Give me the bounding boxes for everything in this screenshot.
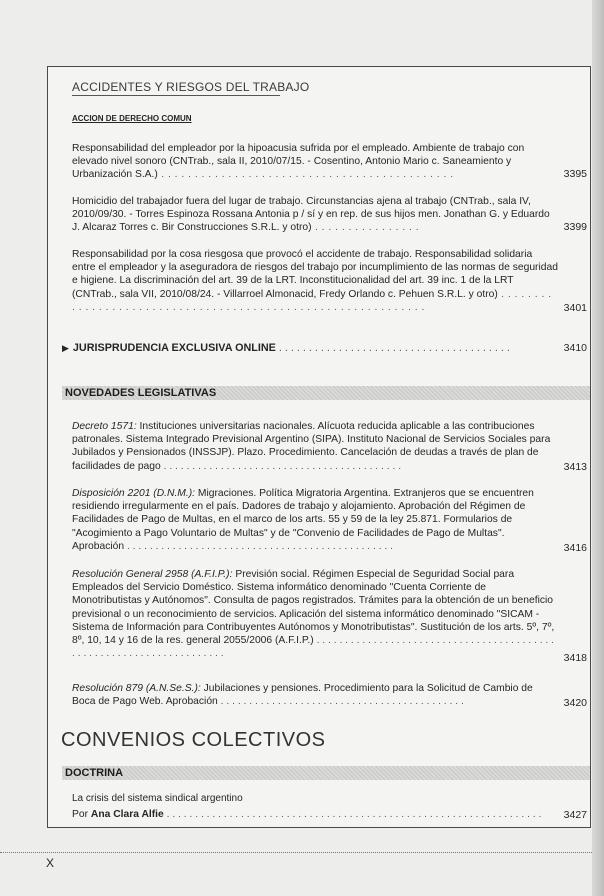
toc-entry[interactable] [72, 195, 558, 235]
leader-dots: . . . . . . . . . . . . . . . . . . . . . . . . . . . . . . . . . . . . . . . [275, 342, 510, 354]
author-prefix: Por [72, 809, 91, 820]
entry-text: Instituciones universitarias nacionales. Alícuota reducida aplicable a las contribuciones patronales. Sistema Integrado Previsional Argentino (SIPA). Instituto Nacional de Servicios Sociales para Jubilados y Pensionados (INSSJP). Plazo. Procedimiento. Cancelación de deudas a través de plan de facilidades de pago [72, 421, 551, 472]
entry-page: 3401 [563, 302, 587, 314]
entry-text: Previsión social. Régimen Especial de Seguridad Social para Empleados del Servicio Doméstico. Sistema informático denominado "Cuenta Corriente de Monotributistas y Autónomos". Consulta de pagos registrados. Trámites para la obtención de un beneficio previsional o un reconocimiento de servicios. Aplicación del sistema informático denominado "SICAM - Sistema de Información para Contribuyentes Autónomos y Monotributistas". Sustitución de los arts. 5º, 7º, 8º, 10, 14 y 16 de la res. general 2055/2006 (A.F.I.P.) [72, 569, 555, 647]
toc-entry[interactable] [72, 248, 558, 314]
toc-entry[interactable] [72, 682, 558, 708]
entry-page: 3399 [563, 221, 587, 233]
toc-entry[interactable] [72, 808, 558, 822]
online-page: 3410 [563, 342, 587, 354]
entry-page: 3418 [563, 652, 587, 664]
entry-page: 3427 [563, 809, 587, 821]
online-label: JURISPRUDENCIA EXCLUSIVA ONLINE [72, 342, 276, 354]
entry-page: 3420 [563, 697, 587, 709]
leader-dots: . . . . . . . . . . . . . . . . . . . . . . . . . . . . . . . . . . . . . . . . . . . . [157, 169, 454, 181]
toc-entry[interactable] [72, 142, 558, 182]
toc-entry[interactable] [72, 487, 558, 553]
entry-lead: Disposición 2201 (D.N.M.): [72, 488, 196, 499]
entry-page: 3413 [563, 461, 587, 473]
entry-lead: Resolución 879 (A.N.Se.S.): [72, 683, 201, 694]
subsection-heading: ACCION DE DERECHO COMUN [72, 114, 192, 123]
leader-dots: . . . . . . . . . . . . . . . . . . . . . . . . . . . . . . . . . . . . . . . . . . . . . . . . . . . . . . . . . . . . . [72, 288, 552, 313]
author-name: Ana Clara Alfie [90, 809, 164, 820]
section-title: ACCIDENTES Y RIESGOS DEL TRABAJO [72, 80, 310, 94]
entry-text: Migraciones. Política Migratoria Argentina. Extranjeros que se encuentren residiendo irregularmente en el país. Dadores de trabajo y alojamiento. Aprobación del Régimen de Facilidades de Pago de Multas, en el marco de los arts. 55 y 59 de la ley 25.871. Formularios de "Acogimiento a Pago Voluntario de Multas" y de "Convenio de Facilidades de Pago de Multas". Aprobación [72, 488, 534, 552]
page-edge-shadow [592, 0, 604, 896]
online-link[interactable] [62, 342, 510, 354]
convenios-title: CONVENIOS COLECTIVOS [61, 729, 326, 751]
leader-dots: . . . . . . . . . . . . . . . . . . . . . . . . . . . . . . . . . . . . . . . . . . . . . . . . . . . . . . . . . . . . . . . . . . [163, 809, 542, 820]
page-number: X [46, 856, 55, 870]
toc-entry[interactable] [72, 568, 558, 660]
doctrina-entry-title[interactable]: La crisis del sistema sindical argentino [72, 793, 243, 804]
entry-page: 3416 [563, 542, 587, 554]
entry-lead: Decreto 1571: [72, 421, 137, 432]
leader-dots: . . . . . . . . . . . . . . . . . . . . . . . . . . . . . . . . . . . . . . . . . . . . . . . [124, 540, 394, 552]
entry-text: Responsabilidad del empleador por la hipoacusia sufrida por el empleado. Ambiente de trabajo con elevado nivel sonoro (CNTrab., sala II, 2010/07/15. - Cosentino, Antonio Mario c. Saneamiento y Urbanización S.A.) [72, 143, 525, 181]
toc-entry[interactable] [72, 420, 558, 473]
leader-dots: . . . . . . . . . . . . . . . . [311, 222, 420, 234]
leader-dots: . . . . . . . . . . . . . . . . . . . . . . . . . . . . . . . . . . . . . . . . . . . . . . . . . . . . . . . . . . . . . . . . . . . . . [72, 635, 555, 660]
leader-dots: . . . . . . . . . . . . . . . . . . . . . . . . . . . . . . . . . . . . . . . . . . [160, 460, 402, 472]
entry-text: Homicidio del trabajador fuera del lugar de trabajo. Circunstancias ajena al trabajo (CNTrab., sala IV, 2010/09/30. - Torres Espinoza Rossana Antonia p / sí y en rep. de sus hijos men. Jonathan G. y Eduardo J. Alcaraz Torres c. Bir Construcciones S.R.L. y otro) [72, 196, 550, 234]
title-underline [72, 95, 280, 96]
bottom-rule [0, 852, 592, 853]
leader-dots: . . . . . . . . . . . . . . . . . . . . . . . . . . . . . . . . . . . . . . . . . . . [217, 696, 464, 708]
doctrina-heading: DOCTRINA [62, 766, 590, 780]
entry-lead: Resolución General 2958 (A.F.I.P.): [72, 569, 233, 580]
novedades-heading: NOVEDADES LEGISLATIVAS [62, 386, 590, 400]
entry-text: Jubilaciones y pensiones. Procedimiento para la Solicitud de Cambio de Boca de Pago Web. Aprobación [72, 683, 533, 708]
entry-text: Responsabilidad por la cosa riesgosa que provocó el accidente de trabajo. Responsabilidad solidaria entre el empleador y la aseguradora de riesgos del trabajo por incumplimiento de las normas de seguridad e higiene. La discriminación del art. 39 de la LRT. Inconstitucionalidad del art. 39 inc. 1 de la LRT (CNTrab., sala VII, 2010/08/24. - Villarroel Almonacid, Fredy Orlando c. Pehuen S.R.L. y otro) [72, 249, 558, 300]
triangle-right-icon: ▶ [62, 343, 69, 353]
entry-page: 3395 [563, 168, 587, 180]
